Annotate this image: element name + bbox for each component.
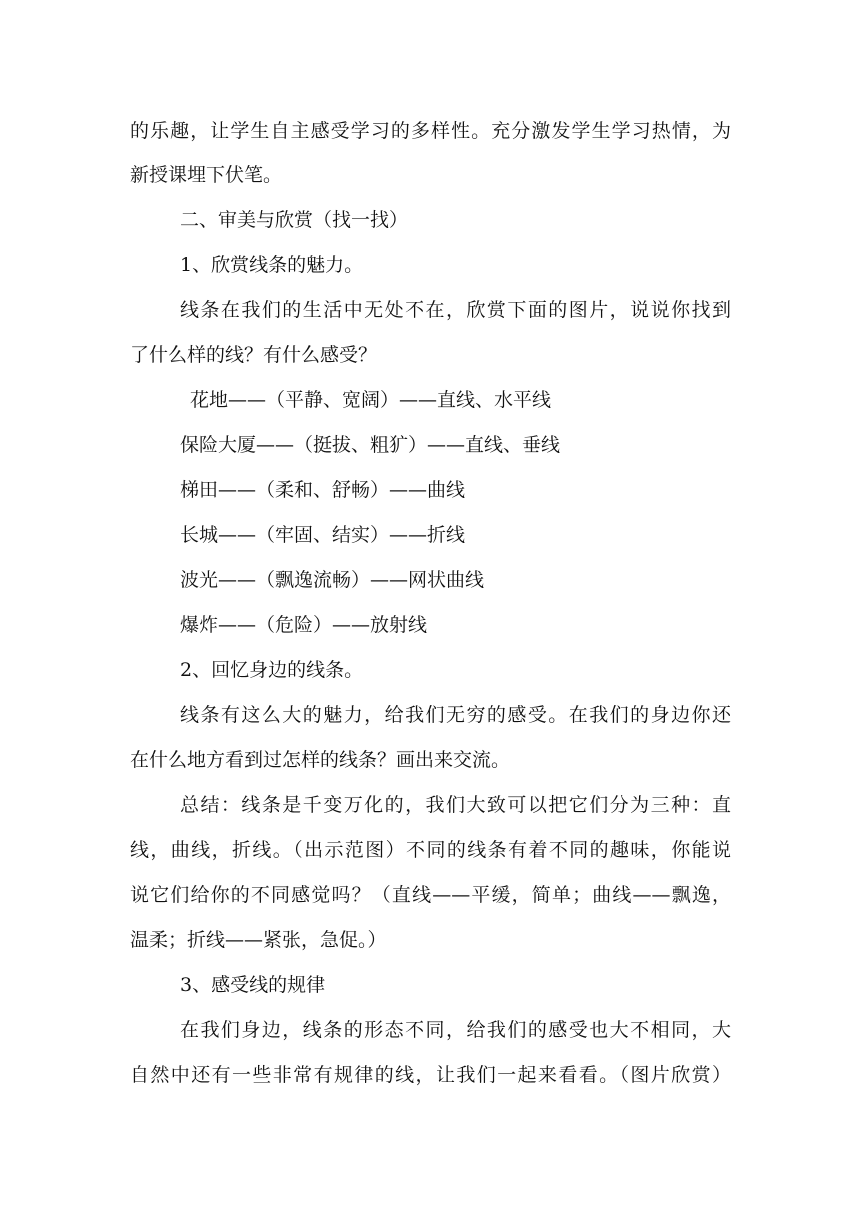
paragraph-line: 线，曲线，折线。（出示范图）不同的线条有着不同的趣味，你能说 [130,839,731,861]
paragraph-line: 线条在我们的生活中无处不在，欣赏下面的图片，说说你找到 [180,299,731,321]
paragraph-line: 在什么地方看到过怎样的线条？画出来交流。 [130,749,511,771]
paragraph-line: 线条有这么大的魅力，给我们无穷的感受。在我们的身边你还 [180,704,731,726]
list-item: 保险大厦——（挺拔、粗犷）——直线、垂线 [180,434,561,456]
paragraph-line: 总结：线条是千变万化的，我们大致可以把它们分为三种：直 [180,794,731,816]
subsection-heading: 2、回忆身边的线条。 [180,659,364,681]
paragraph-line: 温柔；折线——紧张，急促。） [130,929,387,951]
list-item: 梯田——（柔和、舒畅）——曲线 [180,479,466,501]
paragraph-line: 新授课埋下伏笔。 [130,164,283,186]
paragraph-line: 说它们给你的不同感觉吗？（直线——平缓，简单；曲线——飘逸， [130,884,731,906]
paragraph-line: 自然中还有一些非常有规律的线，让我们一起来看看。（图片欣赏） [130,1064,731,1086]
paragraph-line: 的乐趣，让学生自主感受学习的多样性。充分激发学生学习热情，为 [130,120,731,142]
paragraph-line: 在我们身边，线条的形态不同，给我们的感受也大不相同，大 [180,1019,731,1041]
list-item: 爆炸——（危险）——放射线 [180,614,428,636]
list-item: 波光——（飘逸流畅）——网状曲线 [180,569,485,591]
list-item: 花地——（平静、宽阔）——直线、水平线 [190,389,552,411]
section-heading: 二、审美与欣赏（找一找） [180,209,409,231]
paragraph-line: 了什么样的线？有什么感受？ [130,344,378,366]
subsection-heading: 3、感受线的规律 [180,974,326,996]
list-item: 长城——（牢固、结实）——折线 [180,524,466,546]
subsection-heading: 1、欣赏线条的魅力。 [180,254,364,276]
